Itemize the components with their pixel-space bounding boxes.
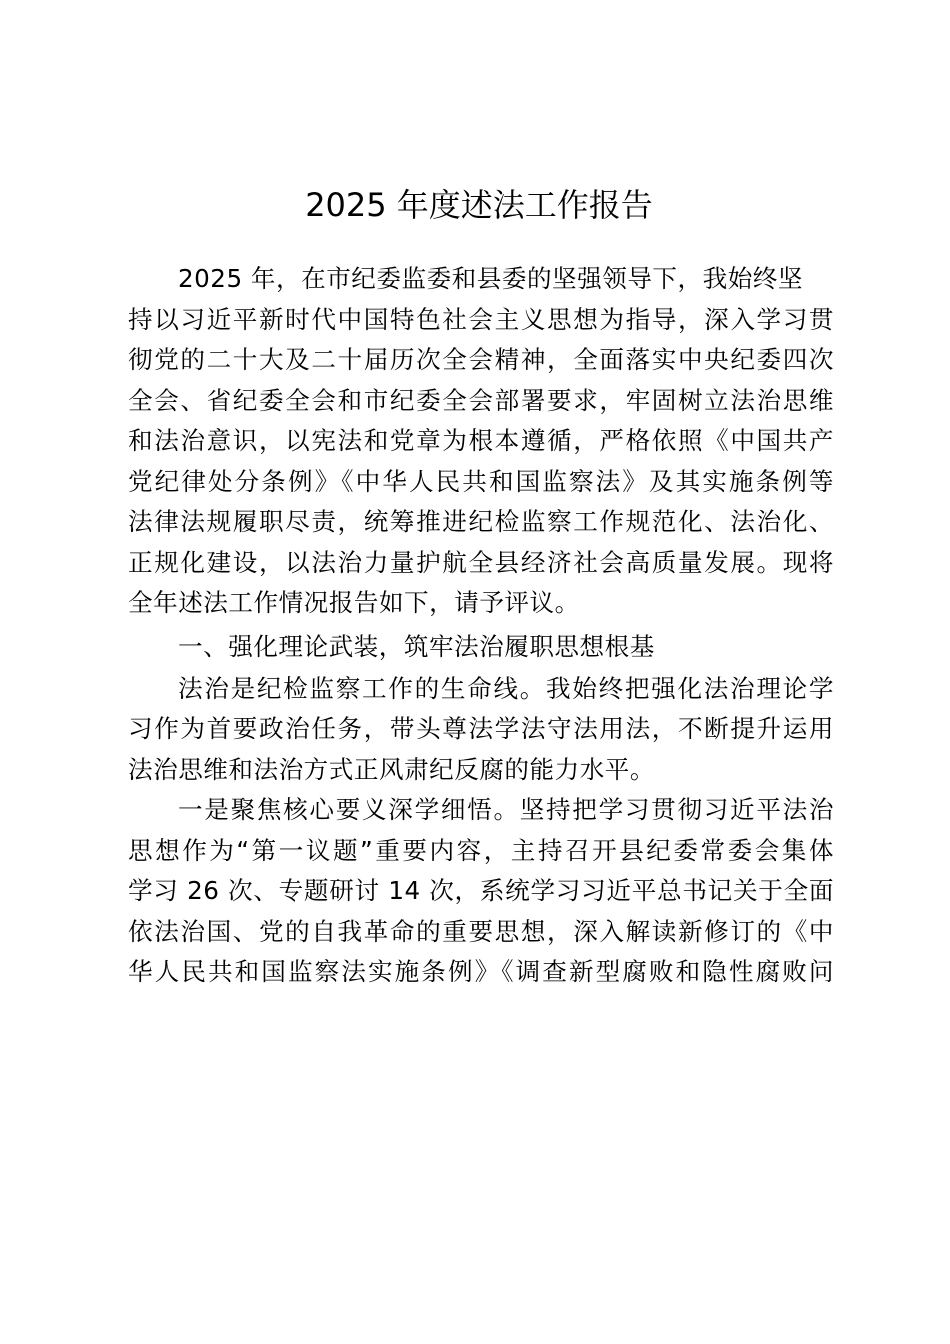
text-line: 党纪律处分条例》《中华人民共和国监察法》及其实施条例等 bbox=[128, 466, 834, 496]
text-line: 全年述法工作情况报告如下，请予评议。 bbox=[128, 588, 580, 617]
text-line: 彻党的二十大及二十届历次全会精神，全面落实中央纪委四次 bbox=[128, 345, 834, 374]
text-line: 法治思维和法治方式正风肃纪反腐的能力水平。 bbox=[128, 754, 655, 784]
text-line: 学习 26 次、专题研讨 14 次，系统学习习近平总书记关于全面 bbox=[128, 876, 834, 905]
text-line: 持以习近平新时代中国特色社会主义思想为指导，深入学习贯 bbox=[128, 304, 834, 334]
text-line: 思想作为“第一议题”重要内容，主持召开县纪委常委会集体 bbox=[128, 835, 834, 865]
section-heading-1 bbox=[128, 624, 834, 669]
text-line: 2025 年，在市纪委监委和县委的坚强领导下，我始终坚 bbox=[178, 264, 803, 293]
text-line: 法治是纪检监察工作的生命线。我始终把强化法治理论学 bbox=[178, 673, 834, 703]
text-line: 华人民共和国监察法实施条例》《调查新型腐败和隐性腐败问 bbox=[128, 957, 834, 986]
text-line: 正规化建设，以法治力量护航全县经济社会高质量发展。现将 bbox=[128, 547, 834, 577]
text-line: 全会、省纪委全会和市纪委全会部署要求，牢固树立法治思维 bbox=[128, 385, 834, 415]
paragraph-section-1-point-1 bbox=[128, 790, 834, 993]
section-heading-text: 一、强化理论武装，筑牢法治履职思想根基 bbox=[178, 631, 655, 661]
text-line: 和法治意识，以宪法和党章为根本遵循，严格依照《中国共产 bbox=[128, 426, 834, 455]
text-line: 一是聚焦核心要义深学细悟。坚持把学习贯彻习近平法治 bbox=[178, 795, 834, 824]
text-line: 习作为首要政治任务，带头尊法学法守法用法，不断提升运用 bbox=[128, 714, 834, 743]
paragraph-section-1-intro bbox=[128, 669, 834, 791]
text-line: 依法治国、党的自我革命的重要思想，深入解读新修订的《中 bbox=[128, 916, 834, 946]
text-line: 法律法规履职尽责，统筹推进纪检监察工作规范化、法治化、 bbox=[128, 507, 834, 536]
document-title: 2025 年度述法工作报告 bbox=[305, 186, 653, 224]
document-body bbox=[128, 259, 834, 993]
paragraph-intro bbox=[128, 259, 834, 624]
